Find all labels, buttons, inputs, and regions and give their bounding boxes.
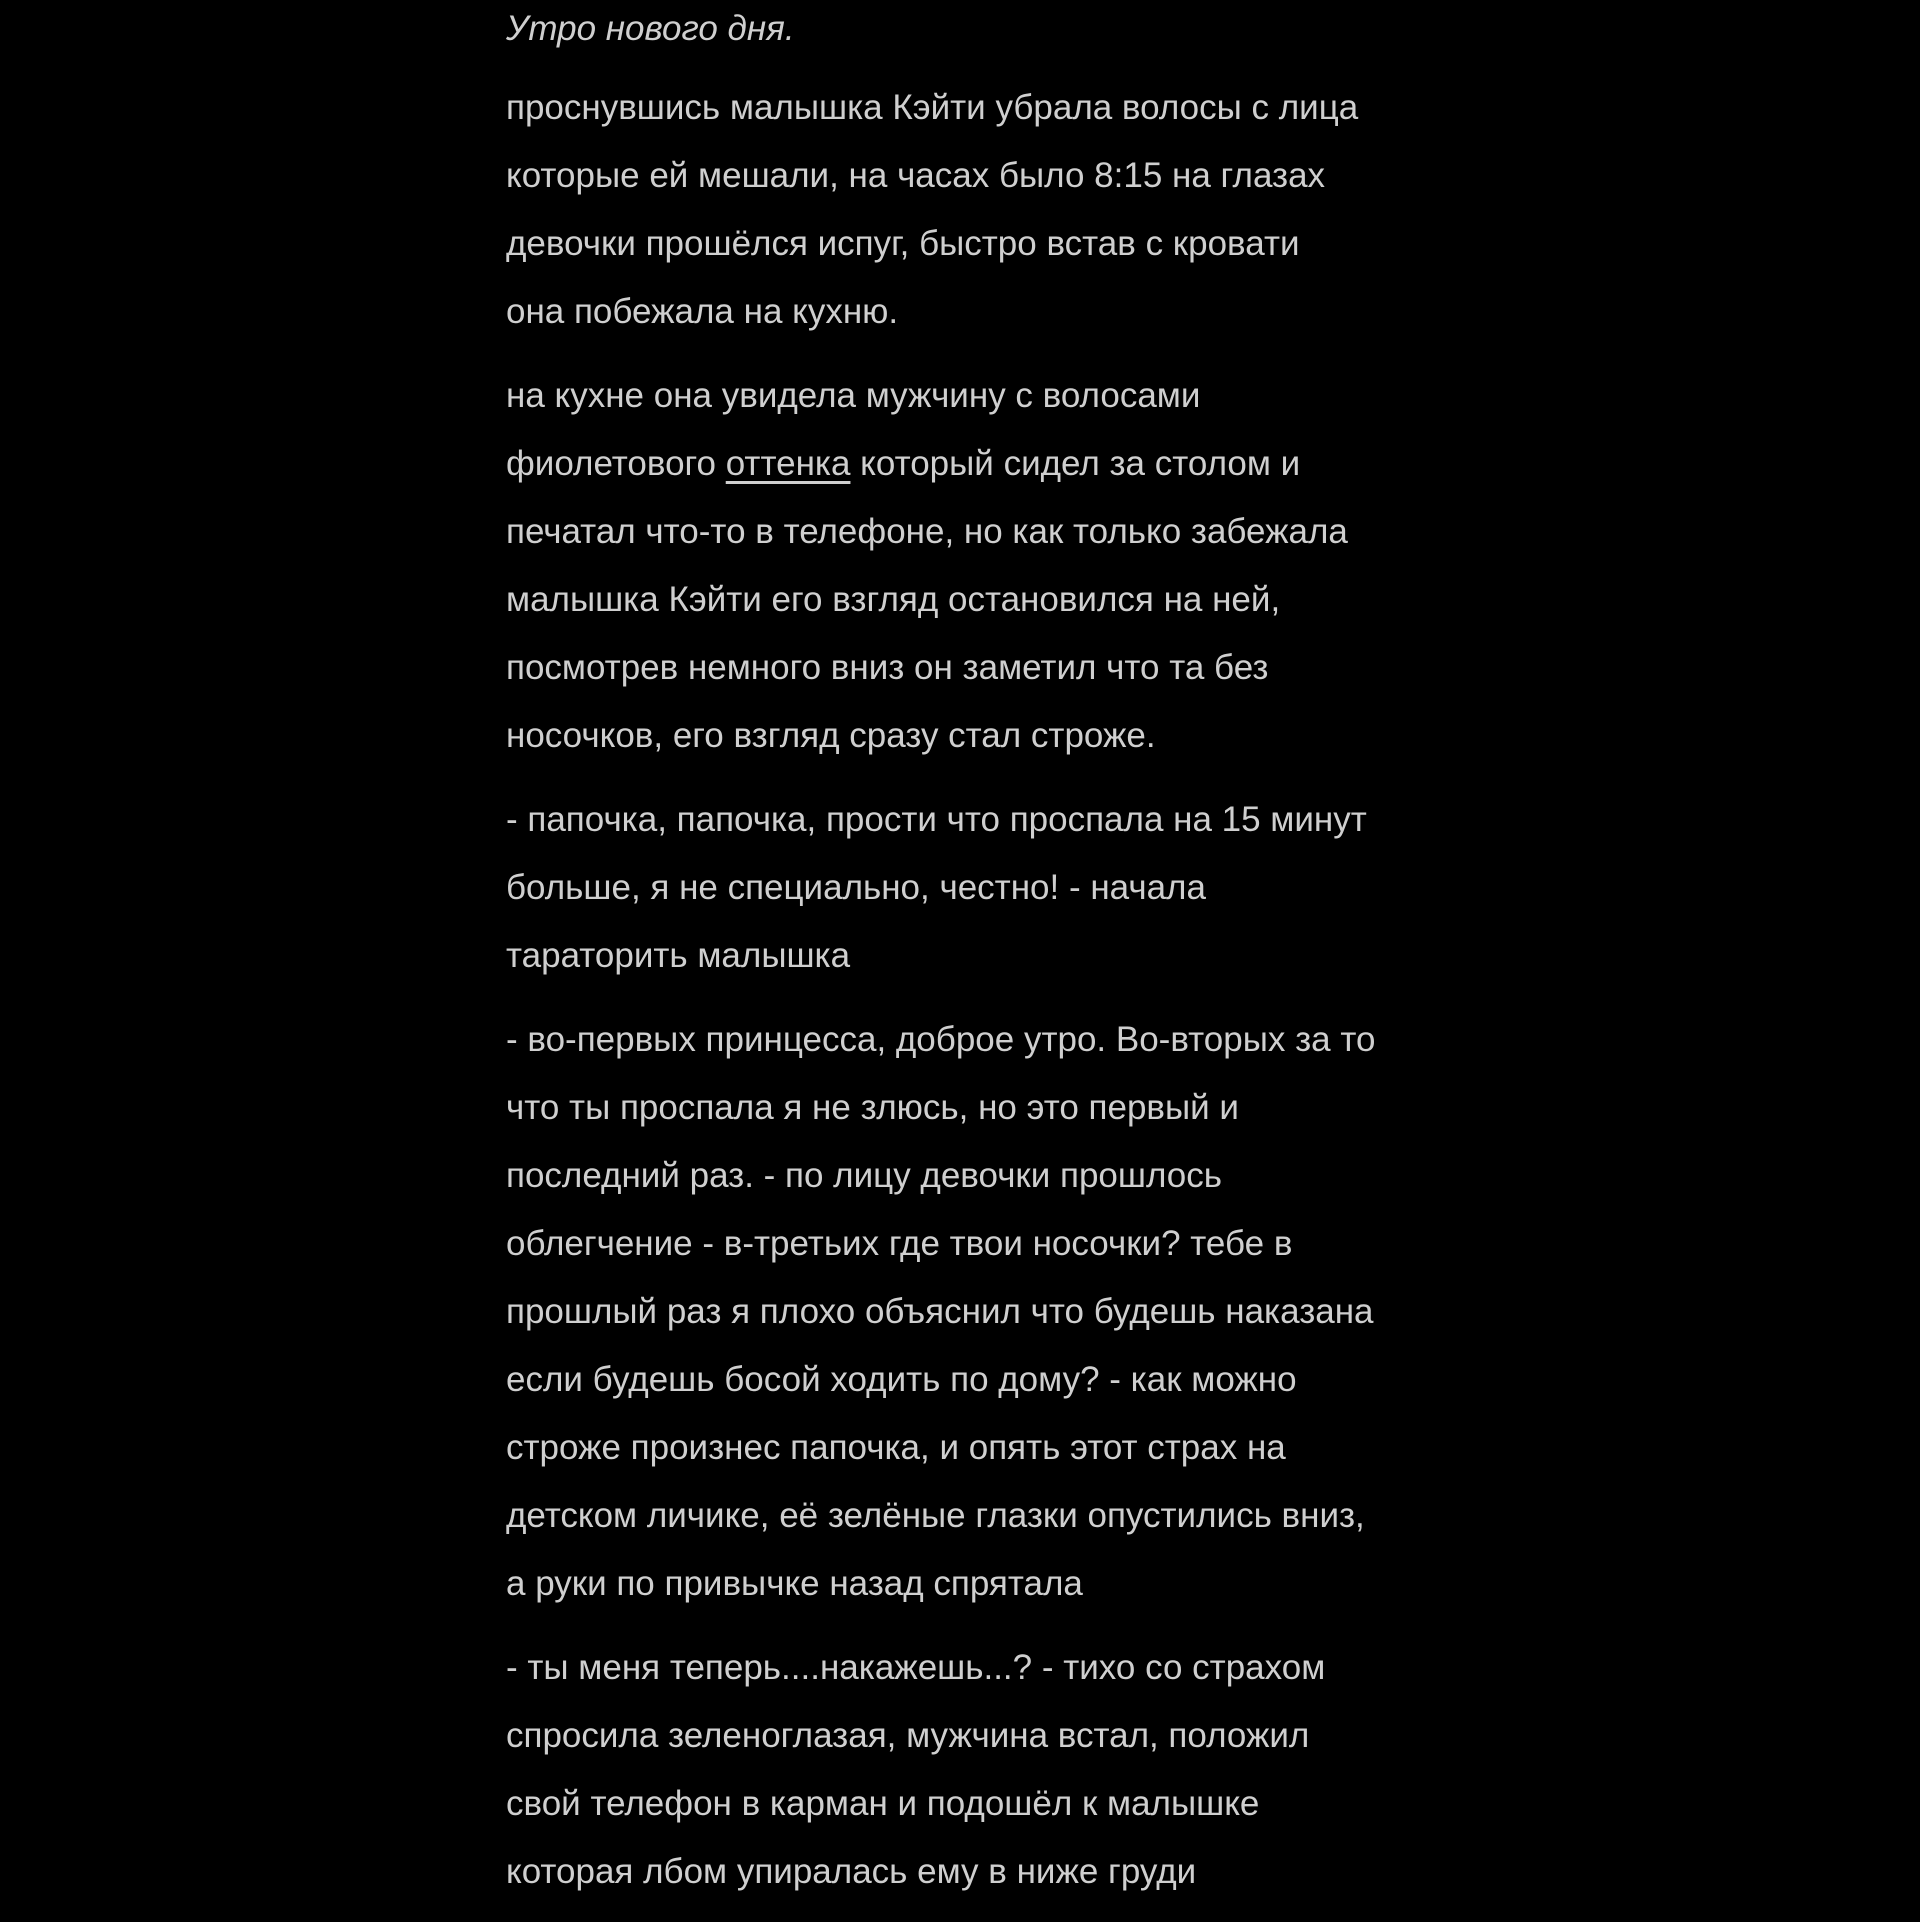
text-segment: который сидел за столом и xyxy=(850,444,1301,483)
text-line: прошлый раз я плохо объяснил что будешь наказана xyxy=(506,1292,1374,1331)
text-segment: фиолетового xyxy=(506,444,726,483)
text-line: облегчение - в-третьих где твои носочки? тебе в xyxy=(506,1224,1293,1263)
text-line: на кухне она увидела мужчину с волосами xyxy=(506,376,1201,415)
text-line: что ты проспала я не злюсь, но это первый и xyxy=(506,1088,1239,1127)
text-line: печатал что-то в телефоне, но как только забежала xyxy=(506,512,1348,551)
text-line: носочков, его взгляд сразу стал строже. xyxy=(506,716,1156,755)
chapter-heading: Утро нового дня. xyxy=(506,9,795,48)
text-line-with-link xyxy=(506,430,1426,498)
text-line: спросила зеленоглазая, мужчина встал, положил xyxy=(506,1716,1310,1755)
text-line: тараторить малышка xyxy=(506,936,851,975)
text-line: если будешь босой ходить по дому? - как можно xyxy=(506,1360,1297,1399)
text-line: - папочка, папочка, прости что проспала на 15 минут xyxy=(506,800,1367,839)
text-line: последний раз. - по лицу девочки прошлось xyxy=(506,1156,1222,1195)
paragraph-1 xyxy=(506,74,1426,346)
paragraph-5 xyxy=(506,1634,1426,1906)
text-line: а руки по привычке назад спрятала xyxy=(506,1564,1083,1603)
paragraph-4 xyxy=(506,1006,1426,1618)
text-line: проснувшись малышка Кэйти убрала волосы с лица xyxy=(506,88,1359,127)
text-line: девочки прошёлся испуг, быстро встав с кровати xyxy=(506,224,1300,263)
text-line: свой телефон в карман и подошёл к малышке xyxy=(506,1784,1260,1823)
text-line: больше, я не специально, честно! - начала xyxy=(506,868,1206,907)
text-line: - ты меня теперь....накажешь...? - тихо со страхом xyxy=(506,1648,1326,1687)
text-line: детском личике, её зелёные глазки опустились вниз, xyxy=(506,1496,1365,1535)
text-line: которая лбом упиралась ему в ниже груди xyxy=(506,1852,1197,1891)
glossary-link-ottenka[interactable]: оттенка xyxy=(725,444,851,483)
paragraph-2 xyxy=(506,362,1426,770)
paragraph-3 xyxy=(506,786,1426,990)
text-line: посмотрев немного вниз он заметил что та без xyxy=(506,648,1269,687)
story-text xyxy=(506,0,1426,1922)
text-line: которые ей мешали, на часах было 8:15 на глазах xyxy=(506,156,1326,195)
text-line: малышка Кэйти его взгляд остановился на ней, xyxy=(506,580,1281,619)
text-line: - во-первых принцесса, доброе утро. Во-вторых за то xyxy=(506,1020,1376,1059)
text-line: она побежала на кухню. xyxy=(506,292,899,331)
text-line: строже произнес папочка, и опять этот страх на xyxy=(506,1428,1286,1467)
